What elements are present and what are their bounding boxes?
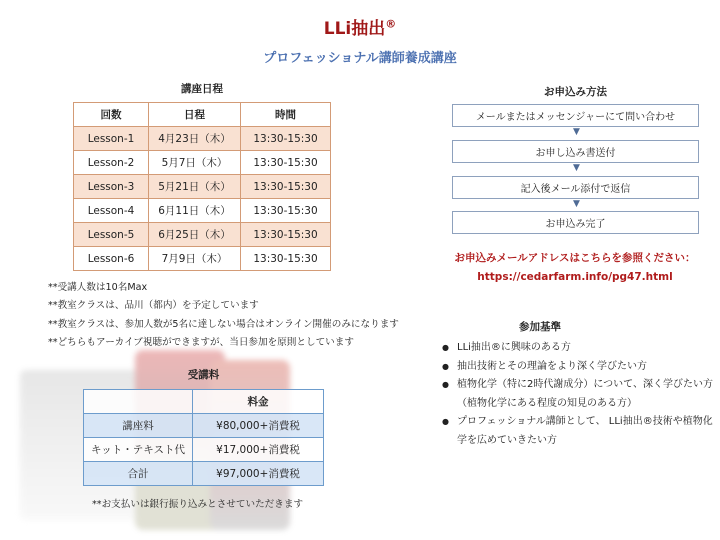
flow-step: 記入後メール添付で返信 xyxy=(452,176,699,199)
list-item: ● プロフェッショナル講師として、 LLi抽出®技術や植物化学を広めていきたい方 xyxy=(440,413,715,450)
list-item: ● 抽出技術とその理論をより深く学びたい方 xyxy=(440,358,715,377)
table-row: キット・テキスト代 ¥17,000+消費税 xyxy=(84,438,324,462)
table-row: Lesson-3 5月21日（木） 13:30-15:30 xyxy=(74,175,331,199)
list-item: ● 植物化学（特に2時代謝成分）について、深く学びたい方（植物化学にある程度の知見のある方） xyxy=(440,376,715,413)
note: **教室クラスは、参加人数が5名に達しない場合はオンライン開催のみになります xyxy=(48,319,399,330)
note: **教室クラスは、品川（都内）を予定しています xyxy=(48,300,259,311)
page-subtitle: プロフェッショナル講師養成講座 xyxy=(263,51,457,66)
apply-url-link[interactable]: https://cedarfarm.info/pg47.html xyxy=(477,271,673,283)
arrow-down-icon: ▼ xyxy=(573,199,580,209)
flow-step: お申込み完了 xyxy=(452,211,699,234)
fees-table xyxy=(83,389,324,486)
arrow-down-icon: ▼ xyxy=(573,127,580,137)
address-label: お申込みメールアドレスはこちらを参照ください： xyxy=(454,252,696,264)
table-row: 合計 ¥97,000+消費税 xyxy=(84,462,324,486)
table-row: Lesson-2 5月7日（木） 13:30-15:30 xyxy=(74,151,331,175)
table-header: 回数 日程 時間 xyxy=(74,103,331,127)
list-item: ● LLi抽出®に興味のある方 xyxy=(440,339,715,358)
table-header: 料金 xyxy=(84,390,324,414)
table-row: Lesson-4 6月11日（木） 13:30-15:30 xyxy=(74,199,331,223)
flow-step: お申し込み書送付 xyxy=(452,140,699,163)
fees-heading: 受講料 xyxy=(187,369,220,381)
page-title: LLi抽出® xyxy=(323,17,397,39)
schedule-heading: 講座日程 xyxy=(181,83,223,95)
table-row: Lesson-1 4月23日（木） 13:30-15:30 xyxy=(74,127,331,151)
flow-step: メールまたはメッセンジャーにて問い合わせ xyxy=(452,104,699,127)
note: **受講人数は10名Max xyxy=(48,282,148,293)
note: **どちらもアーカイブ視聴ができますが、当日参加を原則としています xyxy=(48,337,354,348)
table-row: Lesson-5 6月25日（木） 13:30-15:30 xyxy=(74,223,331,247)
arrow-down-icon: ▼ xyxy=(573,163,580,173)
table-row: 講座料 ¥80,000+消費税 xyxy=(84,414,324,438)
apply-heading: お申込み方法 xyxy=(544,86,607,98)
criteria-heading: 参加基準 xyxy=(519,321,561,333)
table-row: Lesson-6 7月9日（木） 13:30-15:30 xyxy=(74,247,331,271)
schedule-table xyxy=(73,102,331,271)
payment-note: **お支払いは銀行振り込みとさせていただきます xyxy=(92,499,304,510)
criteria-list xyxy=(440,339,715,451)
